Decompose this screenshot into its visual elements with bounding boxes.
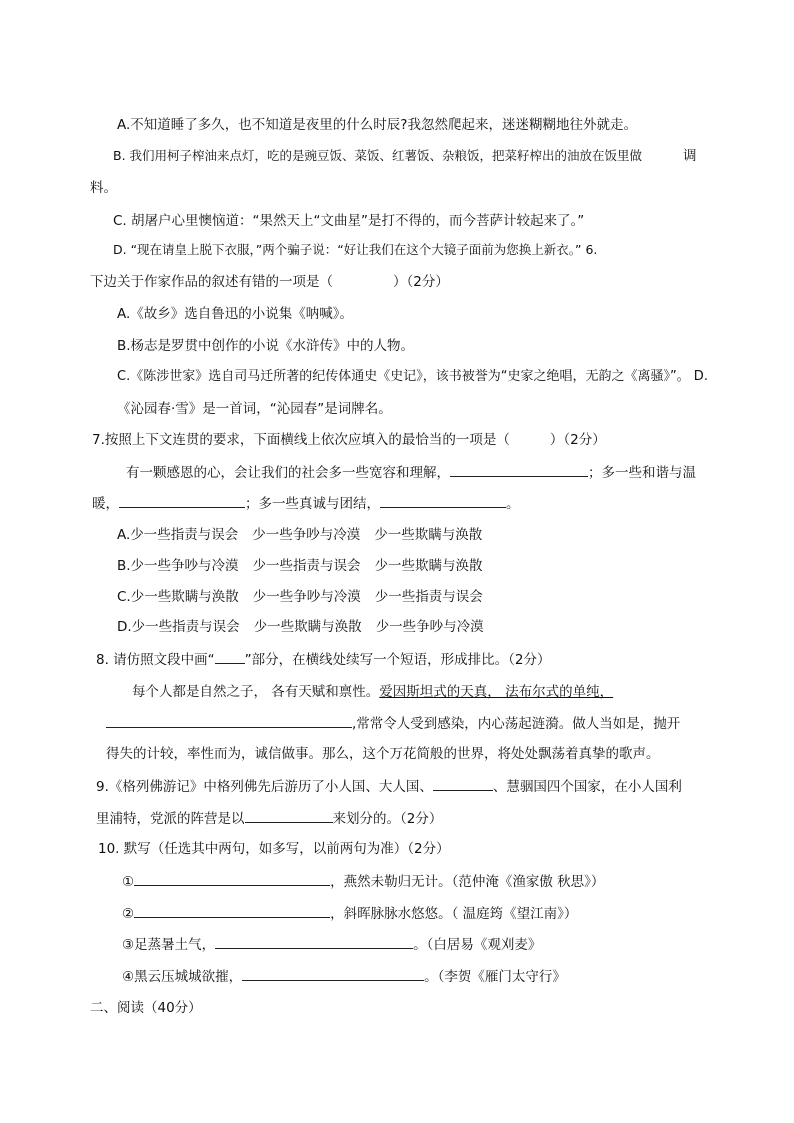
q7-option-b-part1: B.少一些争吵与冷漠 bbox=[117, 558, 239, 574]
q10-item-1 bbox=[122, 871, 604, 892]
q7-passage-text-2: ；多一些和谐与温 bbox=[588, 465, 696, 481]
q10-item-1-text: ，燕然未勒归无计。（范仲淹《渔家傲 秋思》） bbox=[330, 874, 605, 890]
q5-option-d: D. “现在请皇上脱下衣服，”两个骗子说：“好让我们在这个大镜子面前为您换上新衣。” 6. bbox=[113, 242, 598, 257]
q10-blank-2[interactable] bbox=[134, 903, 330, 918]
q7-option-d-part3: 少一些争吵与冷漠 bbox=[375, 619, 484, 635]
q5-option-b-tail: 调 bbox=[683, 148, 697, 164]
q7-option-d-part1: D.少一些指责与误会 bbox=[117, 619, 240, 635]
q7-option-b bbox=[117, 556, 483, 576]
q7-option-b-part2: 少一些指责与误会 bbox=[252, 558, 361, 574]
q7-option-d-part2: 少一些欺瞒与涣散 bbox=[253, 619, 362, 635]
q10-item-2-text: ，斜晖脉脉水悠悠。（ 温庭筠《望江南》） bbox=[330, 906, 578, 922]
q6-option-a: A.《故乡》选自鲁迅的小说集《呐喊》。 bbox=[117, 306, 354, 322]
q10-item-4-text-2: 。（李贺《雁门太守行》 bbox=[424, 969, 566, 985]
q10-blank-4[interactable] bbox=[242, 966, 424, 981]
q10-item-1-num: ① bbox=[122, 874, 135, 890]
q8-stem-text-1: 8. 请仿照文段中画“ bbox=[96, 652, 215, 668]
q9-line2 bbox=[96, 808, 442, 829]
q7-stem-text: 7.按照上下文连贯的要求，下面横线上依次应填入的最恰当的一项是（ bbox=[92, 432, 510, 448]
q7-passage-text-4: ；多一些真诚与团结， bbox=[245, 496, 380, 512]
q10-item-4-text-1: ④黑云压城城欲摧， bbox=[122, 969, 243, 985]
q7-blank-2[interactable] bbox=[119, 493, 245, 508]
q7-option-a bbox=[117, 525, 482, 545]
q6-stem-score: ）（2分） bbox=[393, 274, 449, 290]
q7-blank-1[interactable] bbox=[450, 462, 588, 477]
q8-passage-line2 bbox=[106, 713, 680, 734]
q9-blank-2[interactable] bbox=[245, 808, 333, 823]
q9-line1 bbox=[96, 776, 682, 797]
q10-item-4 bbox=[122, 966, 566, 987]
q7-option-c-part3: 少一些指责与误会 bbox=[374, 589, 483, 605]
q7-option-a-part2: 少一些争吵与冷漠 bbox=[252, 527, 361, 543]
q6-stem bbox=[90, 272, 449, 292]
q6-stem-text: 下边关于作家作品的叙述有错的一项是（ bbox=[90, 274, 333, 290]
q7-blank-3[interactable] bbox=[380, 493, 506, 508]
q10-item-3 bbox=[122, 934, 541, 955]
q9-text-3: 里浦特，党派的阵营是以 bbox=[96, 811, 245, 827]
q7-passage-line1 bbox=[126, 462, 696, 483]
q7-option-c-part2: 少一些争吵与冷漠 bbox=[252, 589, 361, 605]
q7-option-a-part3: 少一些欺瞒与涣散 bbox=[374, 527, 483, 543]
q6-option-c: C.《陈涉世家》选自司马迁所著的纪传体通史《史记》，该书被誉为“史家之绝唱，无韵之《离骚》”。 D. bbox=[117, 369, 708, 384]
q5-option-c: C. 胡屠户心里懊恼道：“果然天上“文曲星”是打不得的，而今菩萨计较起来了。” bbox=[113, 213, 585, 229]
q7-option-a-part1: A.少一些指责与误会 bbox=[117, 527, 239, 543]
q7-passage-text-1: 有一颗感恩的心，会让我们的社会多一些宽容和理解， bbox=[126, 465, 450, 481]
q10-stem: 10. 默写（任选其中两句，如多写，以前两句为准）（2分） bbox=[98, 841, 450, 857]
q8-stem bbox=[96, 649, 551, 670]
q8-passage-line3: 得失的计较，率性而为，诚信做事。那么，这个万花简般的世界，将处处飘荡着真挚的歌声。 bbox=[106, 746, 660, 762]
q10-item-2 bbox=[122, 903, 577, 924]
q7-passage-line2 bbox=[92, 493, 520, 514]
q10-blank-1[interactable] bbox=[134, 871, 330, 886]
q5-option-a: A.不知道睡了多久，也不知道是夜里的什么时辰?我忽然爬起来，迷迷糊糊地往外就走。 bbox=[117, 117, 637, 133]
q7-option-c bbox=[117, 587, 483, 607]
q8-underlined-phrase: 爱因斯坦式的天真， 法布尔式的单纯， bbox=[379, 684, 614, 700]
q9-text-2: 、慧骃国四个国家，在小人国利 bbox=[492, 779, 682, 795]
q8-passage-line1 bbox=[132, 682, 613, 702]
q5-option-b-wrap: 料。 bbox=[90, 180, 117, 196]
q8-stem-underline-sample bbox=[215, 649, 245, 664]
q5-option-b: B. 我们用柯子榨油来点灯，吃的是豌豆饭、菜饭、红薯饭、杂粮饭，把菜籽榨出的油放在饭里做 bbox=[113, 148, 643, 163]
q7-option-d bbox=[117, 617, 484, 637]
q7-passage-text-3: 暖， bbox=[92, 496, 119, 512]
q7-stem bbox=[92, 430, 606, 450]
q9-blank-1[interactable] bbox=[433, 776, 493, 791]
q10-blank-3[interactable] bbox=[215, 934, 413, 949]
q8-passage-text-2: ,常常令人受到感染，内心荡起涟漪。做人当如是，抛开 bbox=[352, 716, 681, 732]
q7-passage-text-5: 。 bbox=[506, 496, 520, 512]
q10-item-3-text-1: ③足蒸暑土气， bbox=[122, 937, 216, 953]
q10-item-3-text-2: 。（白居易《观刈麦》 bbox=[413, 937, 542, 953]
q7-option-c-part1: C.少一些欺瞒与涣散 bbox=[117, 589, 239, 605]
q6-option-d: 《沁园春·雪》是一首词，“沁园春”是词牌名。 bbox=[117, 401, 392, 417]
q6-option-b: B.杨志是罗贯中创作的小说《水浒传》中的人物。 bbox=[117, 338, 415, 354]
section-heading-reading: 二、阅读（40分） bbox=[90, 1000, 202, 1016]
q9-text-1: 9.《格列佛游记》中格列佛先后游历了小人国、大人国、 bbox=[96, 779, 433, 795]
q7-option-b-part3: 少一些欺瞒与涣散 bbox=[374, 558, 483, 574]
q9-text-4: 来划分的。（2分） bbox=[332, 811, 443, 827]
q8-blank[interactable] bbox=[106, 713, 352, 728]
q7-stem-score: ）（2分） bbox=[549, 432, 606, 448]
q10-item-2-num: ② bbox=[122, 906, 135, 922]
q8-stem-text-2: ”部分，在横线处续写一个短语，形成排比。（2分） bbox=[244, 652, 551, 668]
q8-passage-text-1: 每个人都是自然之子， 各有天赋和禀性。 bbox=[132, 684, 380, 700]
